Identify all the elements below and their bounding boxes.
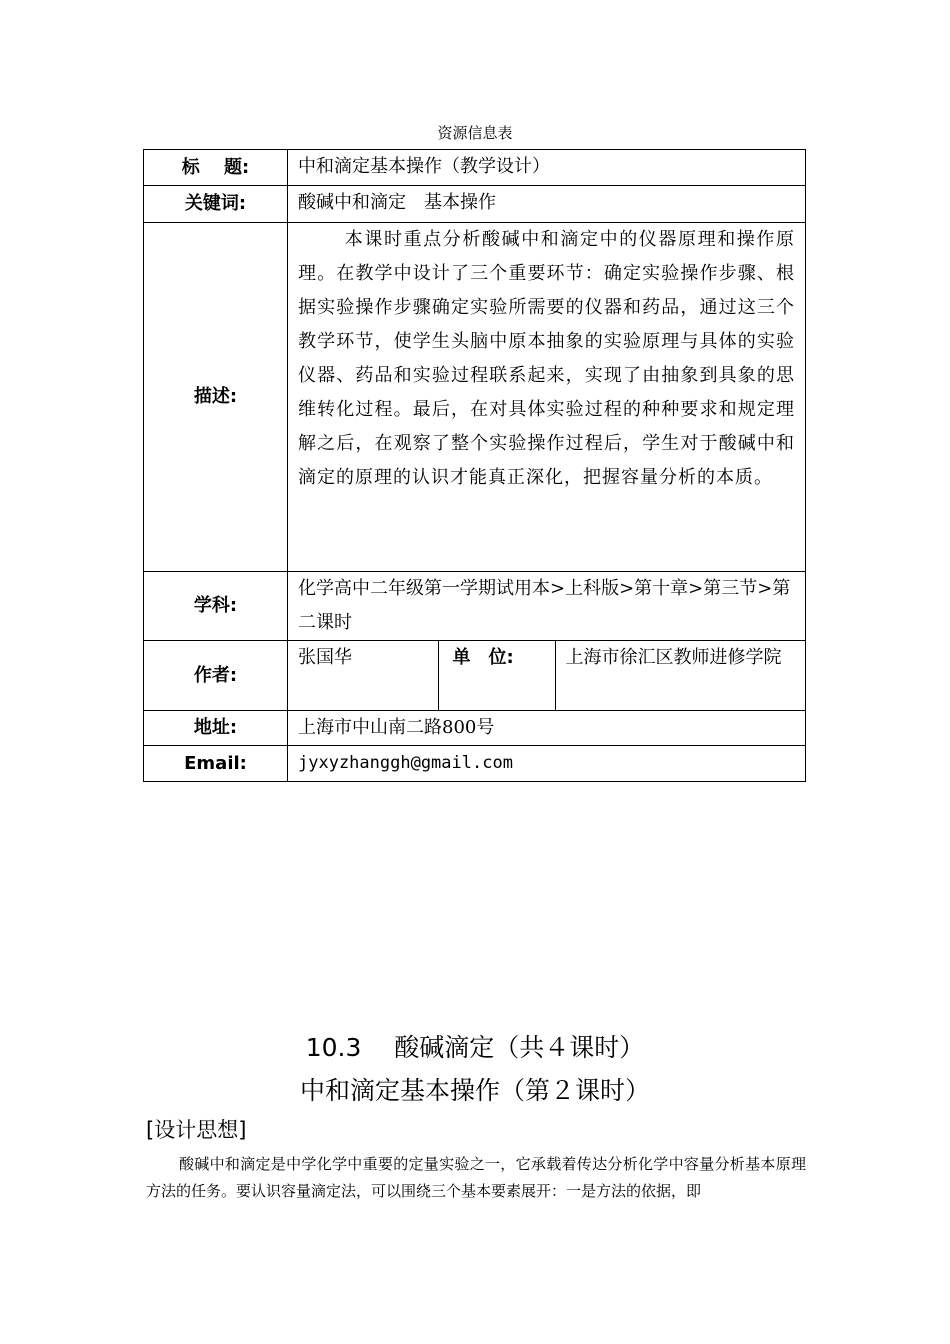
description-label: 描述: [144, 223, 288, 572]
body-paragraph: 酸碱中和滴定是中学化学中重要的定量实验之一，它承载着传达分析化学中容量分析基本原理方法的任务。要认识容量滴定法，可以围绕三个基本要素展开：一是方法的依据，即 [146, 1155, 806, 1200]
address-label: 地址: [144, 711, 288, 746]
table-row-description [144, 223, 806, 572]
table-row-author [144, 641, 806, 711]
table-row-subject [144, 572, 806, 641]
subject-label: 学科: [144, 572, 288, 641]
table-caption: 资源信息表 [437, 124, 513, 142]
title-label: 标 题: [144, 150, 288, 186]
lesson-heading: 10.3 酸碱滴定（共４课时） [305, 1033, 645, 1062]
author-value: 张国华 [298, 647, 352, 668]
table-row-title [144, 150, 806, 186]
author-label: 作者: [144, 641, 288, 711]
table-row-email [144, 746, 806, 782]
address-value: 上海市中山南二路800号 [288, 711, 806, 746]
subject-value: 化学高中二年级第一学期试用本>上科版>第十章>第三节>第二课时 [288, 572, 806, 641]
table-row-address [144, 711, 806, 746]
lesson-subheading: 中和滴定基本操作（第２课时） [299, 1076, 650, 1105]
table-row-keywords [144, 186, 806, 223]
keywords-value: 酸碱中和滴定 基本操作 [288, 186, 806, 223]
resource-info-table [143, 149, 806, 782]
description-value: 本课时重点分析酸碱中和滴定中的仪器原理和操作原理。在教学中设计了三个重要环节：确定实验操作步骤、根据实验操作步骤确定实验所需要的仪器和药品，通过这三个教学环节，使学生头脑中原本抽象的实验原理与具体的实验仪器、药品和实验过程联系起来，实现了由抽象到具象的思维转化过程。最后，在对具体实验过程的种种要求和规定理解之后，在观察了整个实验操作过程后，学生对于酸碱中和滴定的原理的认识才能真正深化，把握容量分析的本质。 [288, 223, 806, 572]
email-value: jyxyzhanggh@gmail.com [288, 746, 806, 782]
unit-value: 上海市徐汇区教师进修学院 [555, 641, 805, 710]
author-unit-subtable [288, 641, 805, 710]
unit-label: 单 位: [438, 641, 555, 710]
email-label: Email: [144, 746, 288, 782]
keywords-label: 关键词: [144, 186, 288, 223]
title-value: 中和滴定基本操作（教学设计） [288, 150, 806, 186]
section-title: [设计思想] [146, 1118, 247, 1142]
